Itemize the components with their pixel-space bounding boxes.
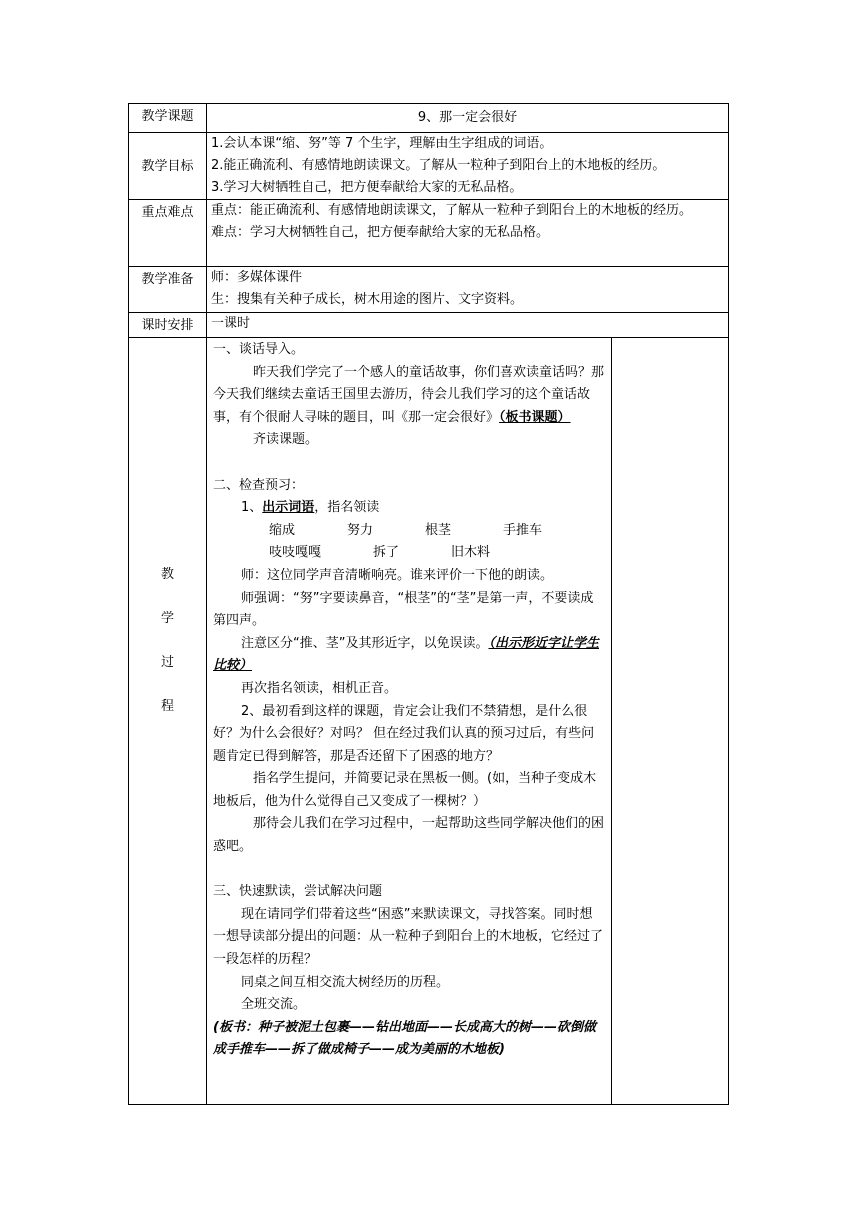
goal-item: 1.会认本课“缩、努”等 7 个生字，理解由生字组成的词语。 — [211, 136, 553, 151]
prep-label: 教学准备 — [129, 267, 207, 313]
s2-teacher: 师：这位同学声音清晰响亮。谁来评价一下他的朗读。 — [241, 567, 554, 583]
lesson-plan-table — [128, 103, 729, 1105]
compare-note: （出示形近字让学生比较） — [213, 635, 599, 674]
word: 吱吱嘎嘎 — [269, 545, 322, 561]
process-label-char: 学 — [160, 611, 174, 626]
s3-exchange: 同桌之间互相交流大树经历的历程。 — [241, 974, 450, 990]
s2-question: 2、最初看到这样的课题，肯定会让我们不禁猜想，是什么很好？为什么会很好？对吗？ 但在经过我们认真的预习过后，有些问题肯定已得到解答，那是否还留下了困惑的地方？ — [213, 703, 595, 764]
schedule-label: 课时安排 — [129, 313, 207, 338]
word: 旧木料 — [451, 545, 491, 561]
s1-paragraph-text: 昨天我们学完了一个感人的童话故事，你们喜欢读童话吗？那今天我们继续去童话王国里去游历，待会儿我们学习的这个童话故事，有个很耐人寻味的题目，叫《那一定会很好》 — [213, 364, 605, 425]
process-label — [129, 338, 207, 1105]
goal-item: 3.学习大树牺牲自己，把方便奉献给大家的无私品格。 — [211, 180, 523, 195]
prep-teacher: 师：多媒体课件 — [211, 270, 303, 285]
prep-student: 生：搜集有关种子成长，树木用途的图片、文字资料。 — [211, 292, 524, 307]
process-row — [129, 338, 729, 1105]
goals-content — [207, 133, 729, 200]
s2-ask: 指名学生提问，并简要记录在黑板一侧。(如，当种子变成木地板后，他为什么觉得自己又变成了一棵树？） — [213, 771, 597, 809]
key-label: 重点难点 — [129, 200, 207, 267]
process-content — [207, 338, 612, 1105]
s2-note — [213, 633, 605, 678]
s1-read-title: 齐读课题。 — [253, 432, 319, 448]
section-1-title: 一、谈话导入。 — [213, 342, 305, 357]
words-row — [213, 542, 605, 565]
prep-content — [207, 267, 729, 313]
words-row — [213, 520, 605, 543]
board-note: （板书课题） — [499, 409, 571, 425]
prep-row — [129, 267, 729, 313]
key-difficulty: 难点：学习大树牺牲自己，把方便奉献给大家的无私品格。 — [211, 225, 550, 240]
word: 根茎 — [425, 522, 452, 538]
board-summary: (板书：种子被泥土包裹——钻出地面——长成高大的树——砍倒做成手推车——拆了做成椅子——成为美丽的木地板) — [213, 1019, 596, 1058]
goals-label: 教学目标 — [129, 133, 207, 200]
s2-prefix: 1、 — [241, 500, 263, 516]
s2-stress: 师强调：“努”字要读鼻音，“根茎”的“茎”是第一声，不要读成第四声。 — [213, 590, 594, 629]
blank-line — [213, 859, 605, 882]
topic-label: 教学课题 — [129, 104, 207, 133]
topic-row — [129, 104, 729, 133]
process-label-char: 教 — [160, 567, 174, 582]
goals-row — [129, 133, 729, 200]
section-2-title: 二、检查预习： — [213, 477, 305, 493]
notes-column — [612, 338, 729, 1105]
s3-class: 全班交流。 — [241, 997, 307, 1013]
s3-paragraph: 现在请同学们带着这些“困惑”来默读课文，寻找答案。同时想一想导读部分提出的问题：从一粒种子到阳台上的木地板，它经过了一段怎样的历程？ — [213, 906, 604, 968]
s2-note-text: 注意区分“推、茎”及其形近字，以免误读。 — [241, 635, 489, 651]
word: 缩成 — [269, 522, 296, 538]
word: 努力 — [347, 522, 374, 538]
word: 拆了 — [373, 545, 400, 561]
s2-words-intro — [213, 497, 605, 520]
blank-line — [213, 452, 605, 475]
section-3-title: 三、快速默读，尝试解决问题 — [213, 884, 383, 900]
s2-help: 那待会儿我们在学习过程中，一起帮助这些同学解决他们的困惑吧。 — [213, 816, 605, 855]
key-content — [207, 200, 729, 267]
topic-value: 9、那一定会很好 — [207, 104, 729, 133]
schedule-value: 一课时 — [207, 313, 729, 338]
process-label-char: 过 — [160, 655, 174, 670]
s2-again: 再次指名领读，相机正音。 — [241, 680, 398, 696]
show-words: 出示词语 — [262, 500, 315, 516]
key-row — [129, 200, 729, 267]
schedule-row — [129, 313, 729, 338]
word: 手推车 — [503, 522, 543, 538]
s1-paragraph — [213, 362, 605, 430]
goal-item: 2.能正确流利、有感情地朗读课文。了解从一粒种子到阳台上的木地板的经历。 — [211, 158, 666, 173]
s2-suffix: ，指名领读 — [314, 500, 380, 516]
process-label-char: 程 — [160, 699, 174, 714]
key-focus: 重点：能正确流利、有感情地朗读课文，了解从一粒种子到阳台上的木地板的经历。 — [211, 203, 693, 218]
